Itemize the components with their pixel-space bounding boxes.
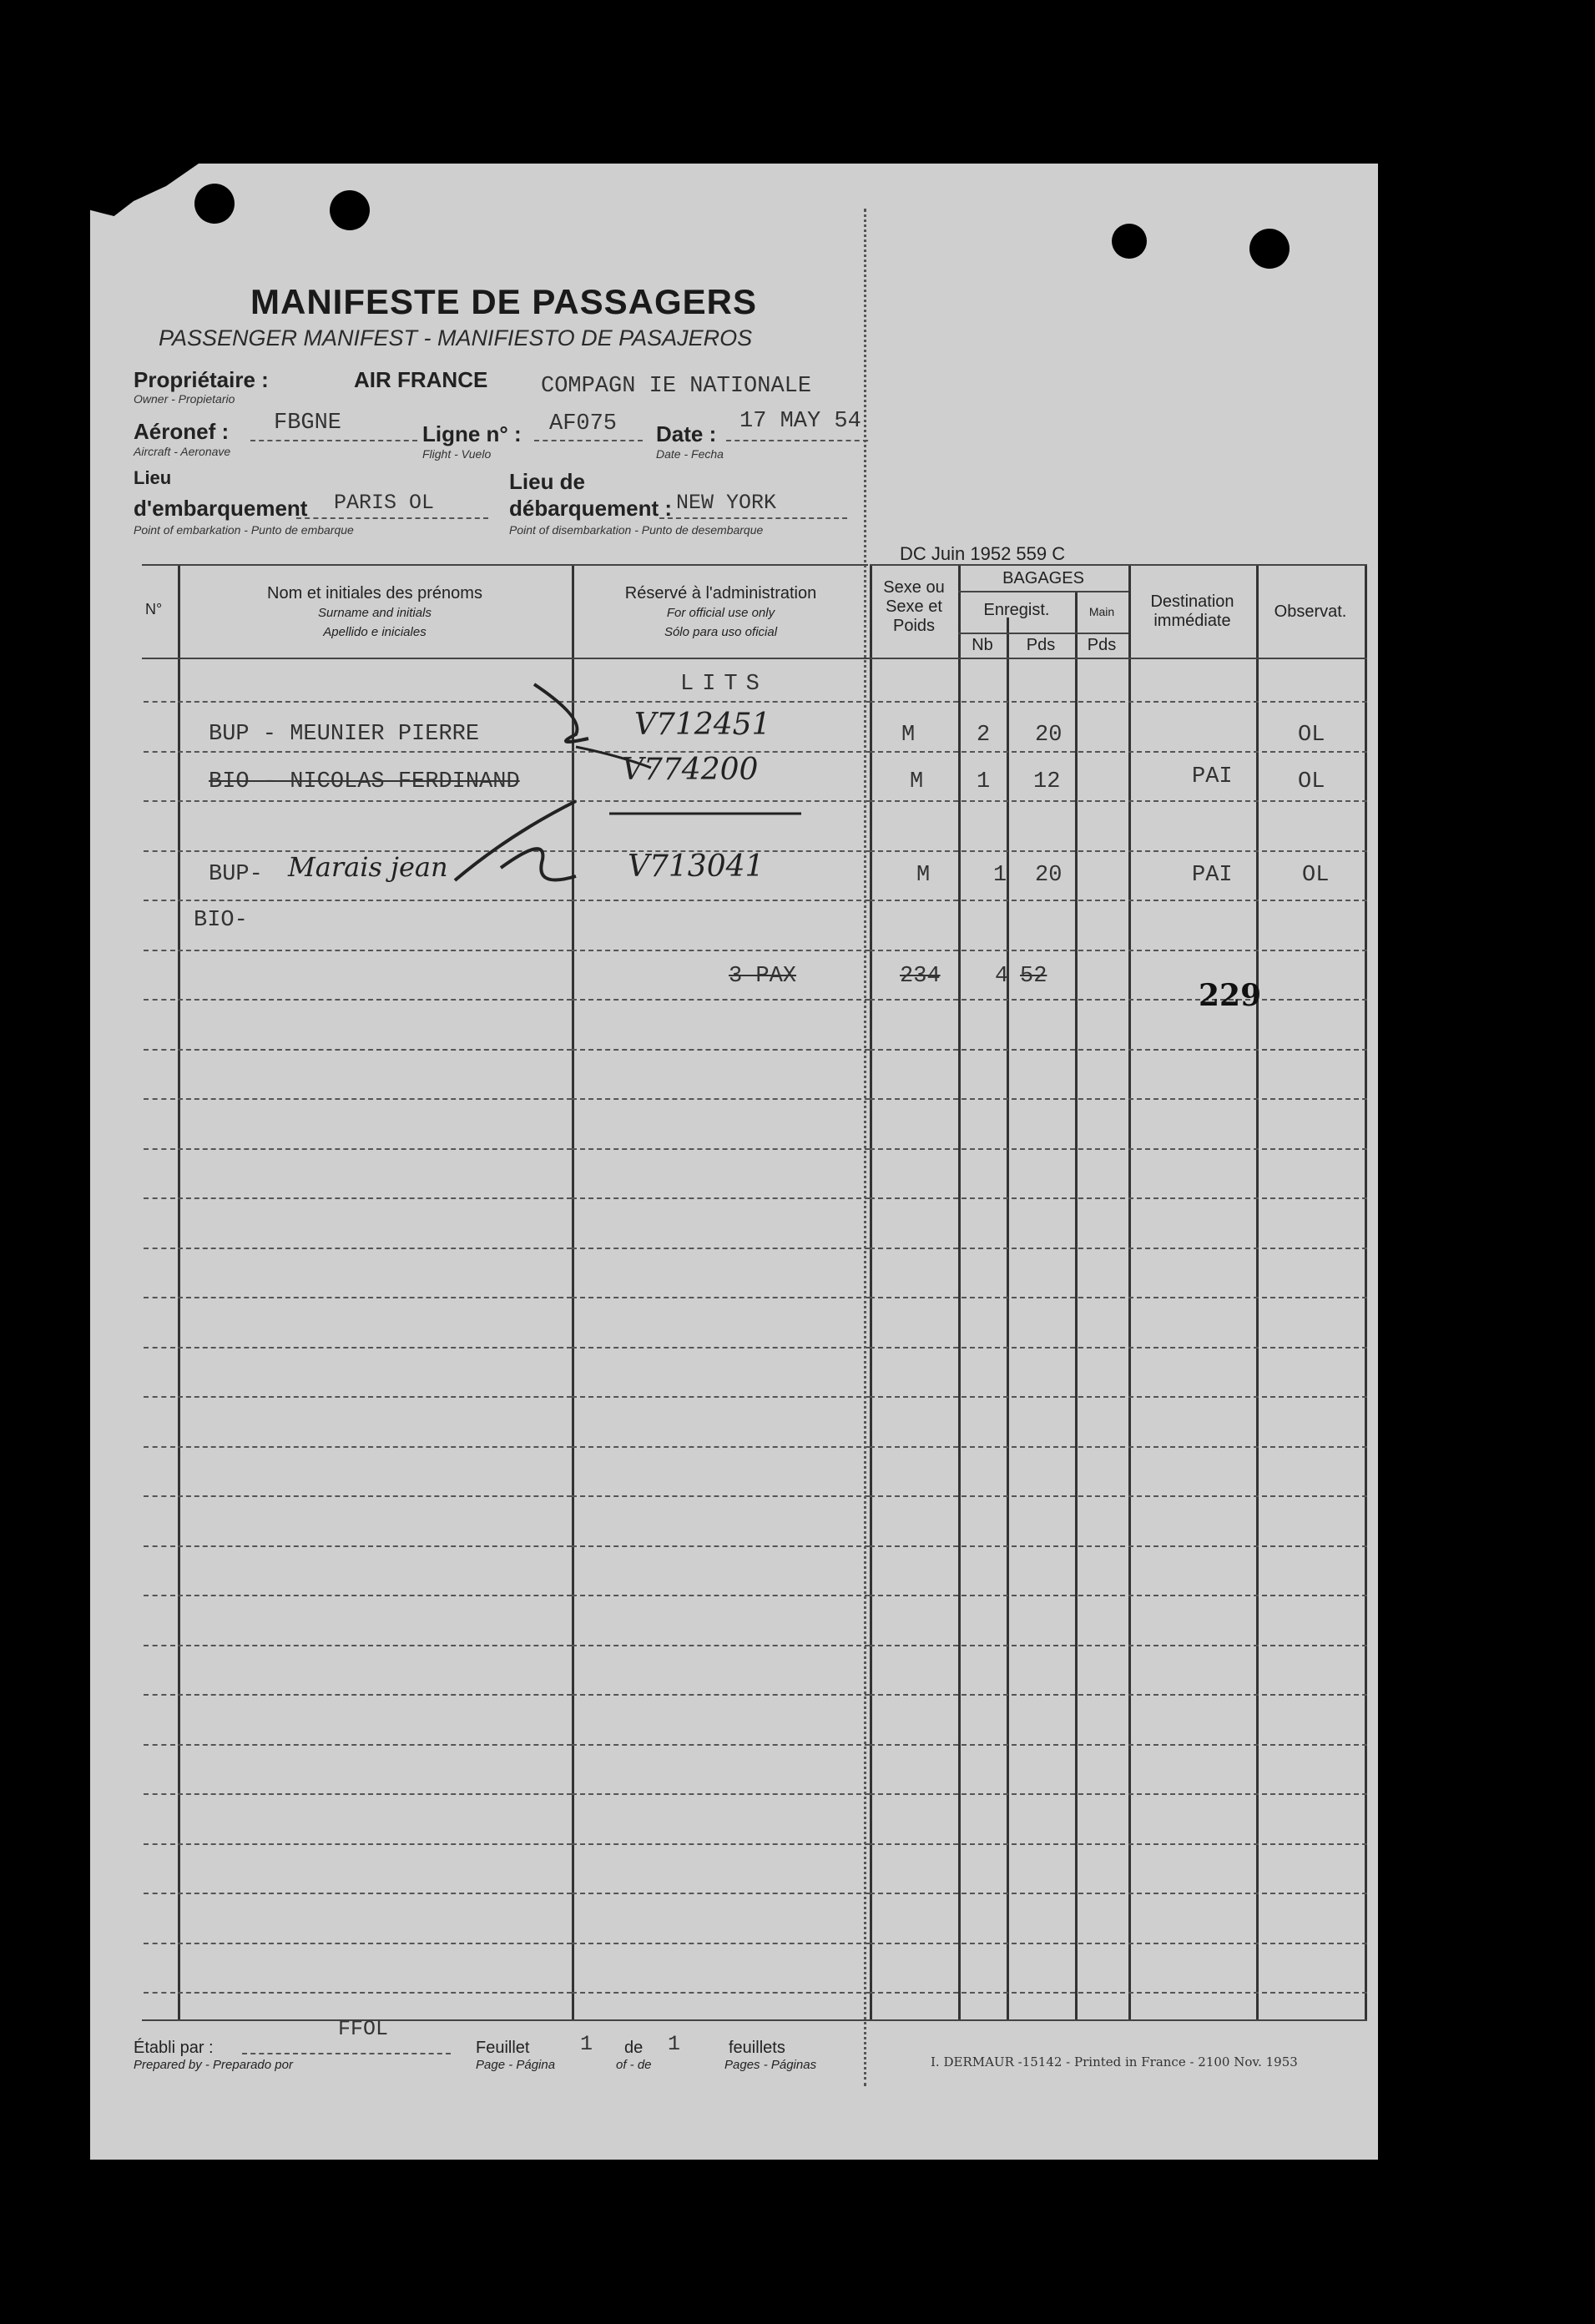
col-pds-header: Pds <box>1026 636 1056 654</box>
row2-pds: 12 <box>1033 769 1061 794</box>
printer-imprint: I. DERMAUR -15142 - Printed in France - 2100 Nov. 1953 <box>931 2054 1298 2069</box>
col-name-header: Nom et initiales des prénoms Surname and initials Apellido e iniciales <box>267 584 482 639</box>
col-pds2-header: Pds <box>1087 636 1117 654</box>
owner-label: Propriétaire : <box>134 367 269 392</box>
row2-obs: OL <box>1298 769 1325 794</box>
total-handwritten: 229 <box>1199 978 1262 1013</box>
of-label: de <box>624 2039 644 2057</box>
sheets-label: feuillets <box>729 2039 785 2057</box>
date-label-sub: Date - Fecha <box>656 447 724 461</box>
total-nb: 4 <box>995 964 1009 989</box>
embark-label-sub: Point of embarkation - Punto de embarque <box>134 523 354 537</box>
col-baggage-header: BAGAGES <box>1002 569 1084 587</box>
row3-pds: 20 <box>1035 863 1062 888</box>
sheet-sub: Page - Página <box>476 2058 556 2072</box>
col-sex-header: Sexe ou Sexe et Poids <box>883 578 945 635</box>
prepared-sub: Prepared by - Preparado por <box>134 2058 293 2072</box>
row3-sex: M <box>916 863 931 888</box>
disembark-value: NEW YORK <box>676 491 777 515</box>
row2-nb: 1 <box>977 769 991 794</box>
row2-dest: PAI <box>1192 764 1233 789</box>
date-value: 17 MAY 54 <box>739 409 861 434</box>
aircraft-label: Aéronef : <box>134 419 230 444</box>
col-observ-header: Observat. <box>1274 602 1347 621</box>
owner-typed: COMPAGN IE NATIONALE <box>541 374 812 399</box>
embark-label-2: d'embarquement <box>134 496 308 521</box>
row3-name: BUP- <box>209 862 263 887</box>
row3-dest: PAI <box>1192 863 1233 888</box>
col-checked-header: Enregist. <box>983 601 1050 619</box>
row3-name-hand: Marais jean <box>288 851 448 883</box>
col-destination-header: Destination immédiate <box>1150 592 1234 630</box>
form-title: MANIFESTE DE PASSAGERS <box>250 282 757 321</box>
date-label: Date : <box>656 421 717 446</box>
disembark-label-sub: Point of disembarkation - Punto de desembarque <box>509 523 764 537</box>
of-value: 1 <box>668 2032 681 2056</box>
row3-nb: 1 <box>993 863 1007 888</box>
row1-obs: OL <box>1298 723 1325 748</box>
col-cabin-header: Main <box>1088 605 1115 618</box>
flight-value: AF075 <box>549 411 618 436</box>
row3-admin: V713041 <box>628 849 765 884</box>
col-num-header: N° <box>145 601 163 618</box>
total-pax: 3 PAX <box>729 964 797 989</box>
row4-name: BIO- <box>194 908 248 933</box>
row1-sex: M <box>901 723 916 748</box>
aircraft-label-sub: Aircraft - Aeronave <box>134 445 231 458</box>
row1-nb: 2 <box>977 723 991 748</box>
row2-admin: V774200 <box>622 753 759 787</box>
form-code: DC Juin 1952 559 C <box>900 543 1066 564</box>
owner-label-sub: Owner - Propietario <box>134 392 235 406</box>
row2-sex: M <box>910 769 924 794</box>
embark-value: PARIS OL <box>334 491 435 515</box>
col-nb-header: Nb <box>972 636 993 654</box>
admin-note: LITS <box>680 672 768 697</box>
row1-pds: 20 <box>1035 723 1062 748</box>
prepared-value: FFOL <box>338 2017 389 2041</box>
row3-obs: OL <box>1302 863 1330 888</box>
of-sub: of - de <box>616 2058 652 2072</box>
row1-admin: V712451 <box>634 708 771 742</box>
total-weight: 234 <box>900 964 941 989</box>
form-subtitle: PASSENGER MANIFEST - MANIFIESTO DE PASAJEROS <box>159 325 753 350</box>
prepared-label: Établi par : <box>134 2039 214 2057</box>
aircraft-value: FBGNE <box>274 411 342 436</box>
row2-name: BIO - NICOLAS FERDINAND <box>209 769 520 794</box>
disembark-label-2: débarquement : <box>509 496 673 521</box>
total-pds: 52 <box>1020 964 1047 989</box>
sheet-label: Feuillet <box>476 2039 530 2057</box>
pages-sub: Pages - Páginas <box>724 2058 817 2072</box>
embark-label-1: Lieu <box>134 467 172 488</box>
flight-label-sub: Flight - Vuelo <box>422 447 492 461</box>
flight-label: Ligne n° : <box>422 421 522 446</box>
col-admin-header: Réservé à l'administration For official use only Sólo para uso oficial <box>624 584 817 639</box>
sheet-value: 1 <box>580 2032 593 2056</box>
row1-name: BUP - MEUNIER PIERRE <box>209 722 480 747</box>
owner-value: AIR FRANCE <box>354 367 488 392</box>
disembark-label-1: Lieu de <box>509 469 586 494</box>
